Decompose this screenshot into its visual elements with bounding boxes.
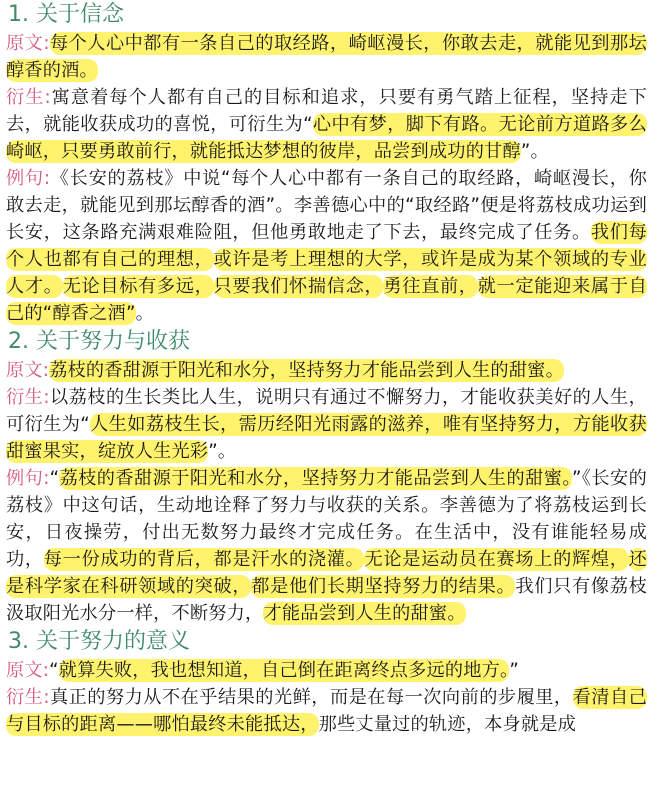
highlighted-text: 勇往直前， [383, 276, 478, 297]
text-segment: 以荔枝的生长类比人生，说明只有通过不懈努力，才能收获美好的人生，可衍生为“ [6, 387, 647, 435]
text-segment: ”。 [520, 141, 549, 162]
derived-text-paragraph [6, 684, 647, 738]
text-segment: “ [49, 468, 60, 489]
original-text-paragraph [6, 657, 647, 684]
highlighted-text: 看清自己与目标的距离——哪怕最终未能抵达， [6, 687, 647, 735]
text-segment: ”《长安的荔枝》中这句话，生动地诠释了努力与收获的关系。李善德为了将荔枝运到长安，日夜操劳，付出无数努力最终才完成任务。在生活中，没有谁能轻易成功， [6, 468, 647, 570]
section-heading: 1. 关于信念 [8, 2, 124, 27]
derived-text-label: 衍生: [6, 687, 50, 708]
section-heading: 2. 关于努力与收获 [8, 329, 190, 354]
original-text-paragraph [6, 30, 647, 84]
original-text-label: 原文: [6, 33, 50, 54]
highlighted-text: 每个人心中都有一条自己的取经路，崎岖漫长，你敢去走，就能见到那坛醇香的酒。 [6, 33, 647, 81]
highlighted-text: 就算失败，我也想知道，自己倒在距离终点多远的地方。 [58, 660, 510, 681]
text-segment: ”。 [208, 441, 237, 462]
text-segment: 。 [135, 303, 154, 324]
derived-text-label: 衍生: [6, 387, 50, 408]
highlighted-text: 就一定能迎来属于自己的“醇香之酒” [6, 276, 647, 324]
example-text-label: 例句: [6, 468, 50, 489]
highlighted-text: 人生如荔枝生长，需历经阳光雨露的滋养，唯有坚持努力，方能收获甜蜜果实，绽放人生光彩 [6, 414, 647, 462]
derived-text-label: 衍生: [6, 87, 51, 108]
derived-text-paragraph [6, 84, 647, 165]
text-segment: 寓意着每个人都有自己的目标和追求，只要有勇气踏上征程，坚持走下去，就能收获成功的喜悦，可衍生为“ [6, 87, 647, 135]
original-text-label: 原文: [6, 660, 50, 681]
highlighted-text: 还是科学家在科研领域的突破， [6, 549, 647, 597]
text-segment: 我们只有像荔枝汲取阳光水分一样，不断努力， [6, 576, 647, 624]
highlighted-text: 荔枝的香甜源于阳光和水分，坚持努力才能品尝到人生的甜蜜。 [49, 360, 564, 381]
highlighted-text: 我们每个人也都有自己的理想， [6, 222, 647, 270]
highlighted-text: 心中有梦，脚下有路。无论前方道路多么崎岖，只要勇敢前行，就能抵达梦想的彼岸，品尝到成功的甘醇 [6, 114, 647, 162]
highlighted-text: 无论是运动员在赛场上的辉煌， [364, 549, 629, 570]
text-segment: ” [509, 660, 519, 681]
highlighted-text: 或许是考上理想的大学，或许是成为某个领域的专业人才。 [6, 249, 648, 297]
example-text-paragraph [6, 165, 647, 327]
original-text-paragraph [6, 357, 647, 384]
example-text-label: 例句: [6, 168, 51, 189]
highlighted-text: 荔枝的香甜源于阳光和水分，坚持努力才能品尝到人生的甜蜜。 [59, 468, 572, 489]
example-text-paragraph [6, 465, 647, 627]
original-text-label: 原文: [6, 360, 50, 381]
derived-text-paragraph [6, 384, 647, 465]
text-segment: 《长安的荔枝》中说“每个人心中都有一条自己的取经路，崎岖漫长，你敢去走，就能见到那坛醇香的酒”。李善德心中的“取经路”便是将荔枝成功运到长安，这条路充满艰难险阻，但他勇敢地走了下去，最终完成了任务。 [6, 168, 647, 243]
section-heading: 3. 关于努力的意义 [8, 629, 190, 654]
highlighted-text: 才能品尝到人生的甜蜜。 [263, 603, 466, 624]
highlighted-text: 都是他们长期坚持努力的结果。 [251, 576, 516, 597]
highlighted-text: 每一份成功的背后，都是汗水的浇灌。 [43, 549, 365, 570]
text-segment: 那些丈量过的轨迹，本身就是成 [318, 714, 577, 735]
highlighted-text: 无论目标有多远， [62, 276, 214, 297]
text-segment: “ [49, 660, 59, 681]
highlighted-text: 只要我们怀揣信念， [213, 276, 384, 297]
text-segment: 真正的努力从不在乎结果的光鲜，而是在每一次向前的步履里， [49, 687, 573, 708]
